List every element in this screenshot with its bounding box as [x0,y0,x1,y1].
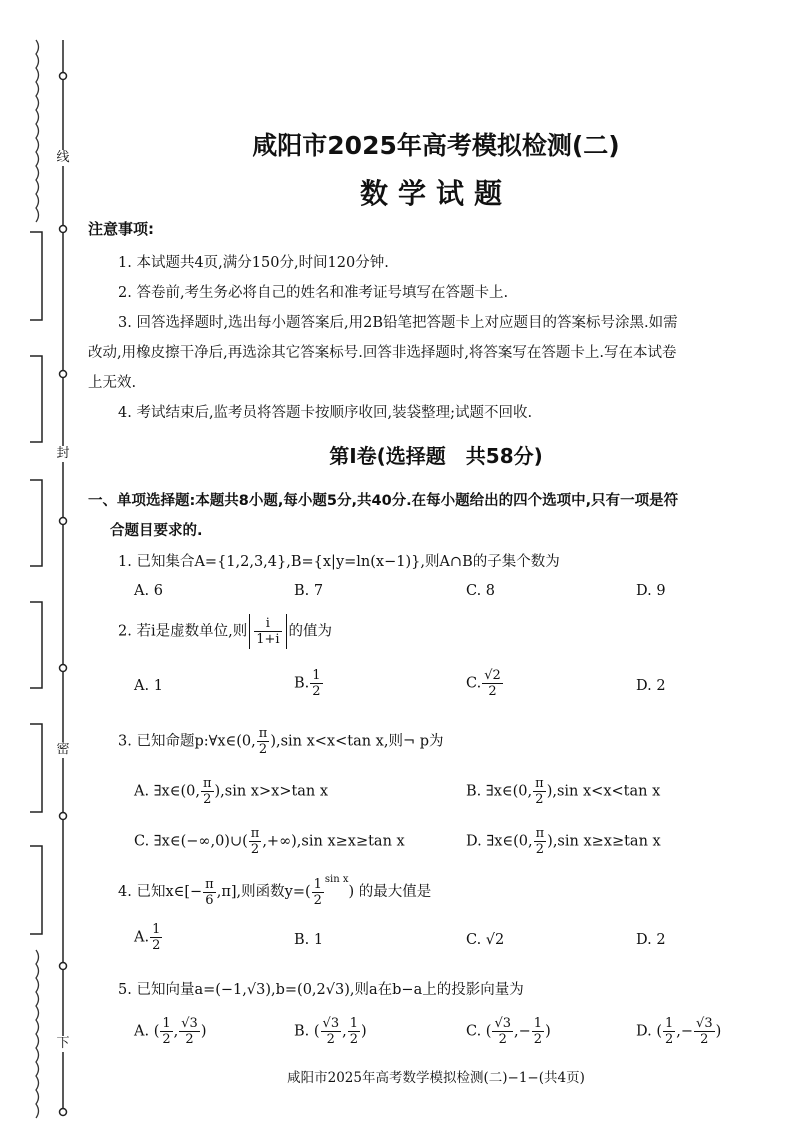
notice-item-2: 2. 答卷前,考生务必将自己的姓名和准考证号填写在答题卡上. [118,285,509,301]
question-3-option-a-den: 2 [203,792,212,807]
question-3-option-c [134,826,405,857]
question-2-fraction [254,616,281,647]
question-2-option-c-num: √2 [484,668,501,683]
question-5-stem: 5. 已知向量a=(−1,√3),b=(0,2√3),则a在b−a上的投影向量为 [118,982,524,998]
question-5-option-d-comma: ,− [676,1023,694,1040]
question-5-option-d-den-2: 2 [700,1032,709,1047]
question-4-exponent: sin x [324,874,349,885]
question-5-option-a-frac-2 [179,1016,200,1047]
question-3-option-c-post: ,+∞),sin x≥x≥tan x [262,833,405,850]
question-4-num-1: π [205,876,214,892]
question-5-option-a-close: ) [200,1023,207,1040]
question-5-option-b-num-2: 1 [349,1016,358,1031]
question-1-option-b: B. 7 [294,583,324,599]
question-3-option-b-frac [533,776,546,807]
question-5-option-b-num-1: √3 [322,1016,340,1031]
question-5-option-d-frac-1 [663,1016,675,1047]
question-5-option-c-frac-2 [532,1016,544,1047]
question-5-option-a-frac-1 [160,1016,172,1047]
question-5-option-d-den-1: 2 [664,1032,674,1047]
question-3-option-c-num: π [250,826,260,841]
question-2-abs [249,614,286,649]
question-3-option-d-post: ),sin x≥x≥tan x [547,833,661,850]
question-5-option-c-den-1: 2 [498,1032,507,1047]
question-4-option-b: B. 1 [294,932,324,948]
notice-item-3-end: 上无效. [88,375,137,391]
question-4-suffix: ) 的最大值是 [348,884,432,900]
question-5-option-b-comma: , [342,1023,347,1040]
question-4-num-2: 1 [313,876,322,892]
question-3-option-d-frac [534,826,547,857]
question-3-option-b-num: π [535,776,544,791]
question-5-option-d-num-1: 1 [664,1016,674,1031]
notice-item-4: 4. 考试结束后,监考员将答题卡按顺序收回,装袋整理;试题不回收. [118,405,533,421]
question-4-stem [118,874,431,908]
question-3-option-c-den: 2 [250,842,260,857]
question-2-option-c-den: 2 [488,684,497,699]
question-2-suffix: 的值为 [288,623,333,640]
question-5-option-c-den-2: 2 [533,1032,543,1047]
question-5-option-c-close: ) [545,1023,551,1040]
page-title: 咸阳市2025年高考模拟检测(二) [252,131,620,160]
page-footer: 咸阳市2025年高考数学模拟检测(二)−1−(共4页) [287,1070,585,1086]
question-2-den: 1+i [256,632,280,647]
question-4-mid: ,π],则函数y=( [216,884,311,900]
question-3-option-a-num: π [202,776,212,791]
question-5-option-b-frac-1 [321,1016,342,1047]
question-5-option-b [294,1016,367,1047]
question-5-option-a-num-2: √3 [181,1016,198,1031]
question-4-option-a-num: 1 [152,922,161,937]
question-2-option-d: D. 2 [636,678,666,694]
question-5-option-b-pre: B. ( [294,1023,320,1040]
question-4-option-a-label: A. [134,929,150,946]
question-3-suffix: ),sin x<x<tan x,则¬ p为 [270,733,444,750]
question-2-option-b-den: 2 [312,684,321,699]
question-3-option-a-pre: A. ∃x∈(0, [134,783,200,800]
question-3-prefix: 3. 已知命题p:∀x∈(0, [118,733,256,750]
question-4-option-a-den: 2 [152,938,161,953]
question-5-option-d-num-2: √3 [696,1016,713,1031]
binding-mark-seal: 封 [56,446,70,461]
question-2-prefix: 2. 若i是虚数单位,则 [118,623,248,640]
part-title-line2: 合题目要求的. [110,523,203,539]
question-5-option-b-frac-2 [348,1016,360,1047]
question-1-option-a: A. 6 [134,583,163,599]
question-5-option-d [636,1016,721,1047]
question-3-stem [118,726,444,757]
question-3-option-c-pre: C. ∃x∈(−∞,0)∪( [134,833,248,850]
question-5-option-d-frac-2 [694,1016,715,1047]
question-5-option-d-close: ) [715,1023,722,1040]
question-1-stem: 1. 已知集合A={1,2,3,4},B={x|y=ln(x−1)},则A∩B的子集个数为 [118,554,560,570]
question-5-option-d-pre: D. ( [636,1023,662,1040]
part-title [88,486,788,546]
question-5-option-c-comma: ,− [514,1023,531,1040]
question-5-option-c-frac-1 [492,1016,513,1047]
question-5-option-b-close: ) [360,1023,367,1040]
section-title: 第Ⅰ卷(选择题 共58分) [329,444,543,468]
question-2-option-c-frac [482,668,503,699]
question-4-option-d: D. 2 [636,932,666,948]
question-4-fraction-1 [203,877,216,908]
question-3-option-a-frac [201,776,214,807]
question-2-stem [118,614,332,649]
question-4-fraction-2 [312,877,324,908]
question-5-option-a-num-1: 1 [162,1016,171,1031]
question-5-option-a-comma: , [173,1023,179,1040]
question-5-option-a-pre: A. ( [134,1023,160,1040]
question-2-num: i [254,616,281,632]
question-5-option-c-pre: C. ( [466,1023,492,1040]
question-5-option-b-den-2: 2 [349,1032,358,1047]
question-4-option-a-frac [150,922,162,953]
question-2-option-c [466,668,504,699]
question-4-option-c: C. √2 [466,932,505,948]
question-3-option-d-pre: D. ∃x∈(0, [466,833,533,850]
question-3-option-d-num: π [535,826,545,841]
question-3-num: π [258,726,268,741]
question-4-den-2: 2 [313,892,322,908]
question-5-option-a-den-2: 2 [185,1032,194,1047]
question-3-option-b [466,776,660,807]
binding-mark-line: 线 [56,150,70,165]
binding-mark-below: 下 [56,1036,70,1051]
notice-title: 注意事项: [88,220,154,238]
question-2-option-c-label: C. [466,675,482,692]
notice-item-3: 3. 回答选择题时,选出每小题答案后,用2B铅笔把答题卡上对应题目的答案标号涂黑.如需 [118,315,678,331]
question-5-option-a-den-1: 2 [162,1032,171,1047]
question-2-option-b [294,668,324,699]
question-3-den: 2 [258,742,268,757]
question-3-option-d [466,826,661,857]
part-title-line1: 一、单项选择题:本题共8小题,每小题5分,共40分.在每小题给出的四个选项中,只有一项是符 [88,493,679,509]
question-5-option-c-num-2: 1 [533,1016,543,1031]
question-3-option-a [134,776,328,807]
question-3-option-a-post: ),sin x>x>tan x [214,783,329,800]
question-3-fraction [257,726,270,757]
question-5-option-b-den-1: 2 [326,1032,335,1047]
question-3-option-b-post: ),sin x<x<tan x [546,783,661,800]
question-4-prefix: 4. 已知x∈[− [118,884,203,900]
question-4-option-a [134,922,163,953]
page-subtitle: 数学试题 [359,177,512,210]
question-3-option-b-pre: B. ∃x∈(0, [466,783,533,800]
binding-mark-close: 密 [56,742,70,757]
question-1-option-c: C. 8 [466,583,496,599]
question-3-option-b-den: 2 [535,792,544,807]
question-1-option-d: D. 9 [636,583,666,599]
binding-lines [0,0,80,1132]
notice-item-3-cont: 改动,用橡皮擦干净后,再选涂其它答案标号.回答非选择题时,将答案写在答题卡上.写在本试卷 [88,345,677,361]
question-3-option-c-frac [249,826,262,857]
question-2-option-b-frac [310,668,322,699]
notice-item-1: 1. 本试题共4页,满分150分,时间120分钟. [118,255,389,271]
question-2-option-b-num: 1 [312,668,321,683]
question-4-den-1: 6 [205,892,214,908]
question-2-option-a: A. 1 [134,678,163,694]
question-5-option-a [134,1016,206,1047]
question-3-option-d-den: 2 [535,842,545,857]
question-2-option-b-label: B. [294,675,310,692]
question-5-option-c-num-1: √3 [494,1016,512,1031]
question-5-option-c [466,1016,551,1047]
binding-margin [0,0,80,1132]
